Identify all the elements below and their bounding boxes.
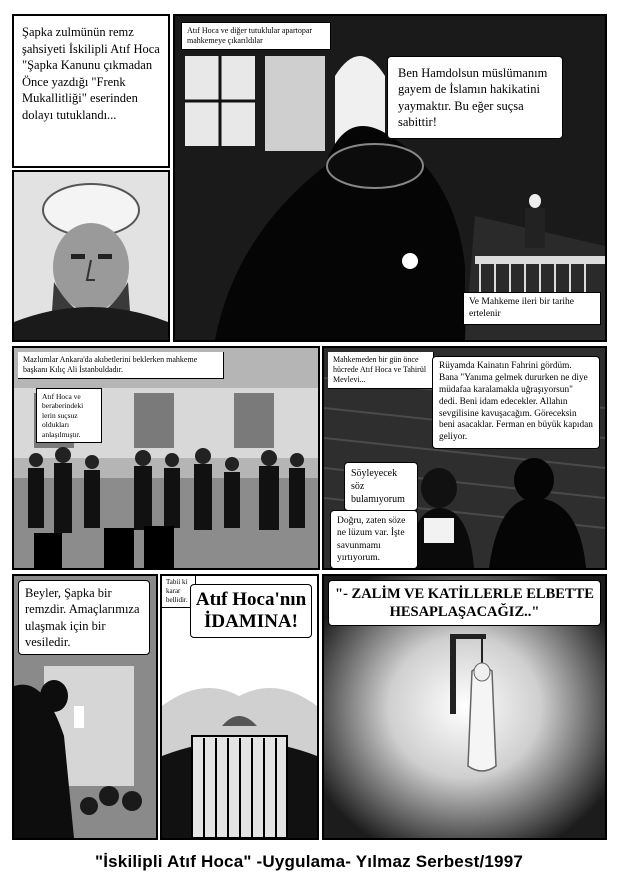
- panel-prison-cell: [322, 346, 607, 570]
- speech-bubble-tear-defense: Doğru, zaten söze ne lüzum var. İşte savunmamı yırtıyorum.: [330, 510, 418, 569]
- reckoning-headline: "- ZALİM VE KATİLLERLE ELBETTE HESAPLAŞACAĞIZ..": [328, 580, 601, 626]
- speech-bubble-hat-symbol: Beyler, Şapka bir remzdir. Amaçlarımıza ulaşmak için bir vesiledir.: [18, 580, 150, 655]
- decision-note: Tabii ki karar bellidir.: [160, 574, 196, 608]
- panel-gallows: [322, 574, 607, 840]
- cell-caption: Mahkemeden bir gün önce hücrede Atıf Hoca ve Tahirül Mevlevi...: [328, 352, 434, 389]
- speech-bubble-speechless: Söyleyecek söz bulamıyorum: [344, 462, 418, 511]
- panel-courtroom: [173, 14, 607, 342]
- ballroom-illustration: [14, 348, 318, 568]
- adjourned-caption: Ve Mahkeme ileri bir tarihe ertelenir: [463, 292, 601, 325]
- panel-execution-order: [160, 574, 319, 840]
- ballroom-caption: Mazlumlar Ankara'da akıbetlerini beklerken mahkeme başkanı Kılıç Ali İstanbuldadır.: [18, 352, 224, 379]
- panel-speaker: [12, 574, 158, 840]
- arrest-caption: Şapka zulmünün remz şahsiyeti İskilipli Atıf Hoca "Şapka Kanunu çıkmadan Önce yazdığı "Frenk Mukallitliği" eserinden dolayı tutuklandı...: [22, 25, 160, 122]
- panel-portrait: [12, 170, 170, 342]
- speech-bubble-defense: Ben Hamdolsun müslümanım gayem de İslamın hakikatini yaymaktır. Bu eğer suçsa sabittir!: [387, 56, 563, 139]
- credit-footer: "İskilipli Atıf Hoca" -Uygulama- Yılmaz Serbest/1997: [94, 852, 524, 871]
- execution-headline: Atıf Hoca'nın İDAMINA!: [190, 584, 312, 638]
- panel-ballroom: [12, 346, 320, 570]
- portrait-illustration: [14, 172, 168, 340]
- verdict-note: Atıf Hoca ve beraberindeki lerin suçsuz oldukları anlaşılmıştır.: [36, 388, 102, 443]
- speech-bubble-dream: Rüyamda Kainatın Fahrini gördüm. Bana "Yanıma gelmek dururken ne diye müdafaa karalamakla uğraşıyorsun" dedi. Beni idam edecekler. Allahın sevgilisine kavuşacağım. Göreceksin beni asacaklar. Ferman en büyük kapıdan geliyor.: [432, 356, 600, 449]
- panel-caption-arrest: [12, 14, 170, 168]
- courtroom-caption: Atıf Hoca ve diğer tutuklular apartopar mahkemeye çıkarıldılar: [181, 22, 331, 50]
